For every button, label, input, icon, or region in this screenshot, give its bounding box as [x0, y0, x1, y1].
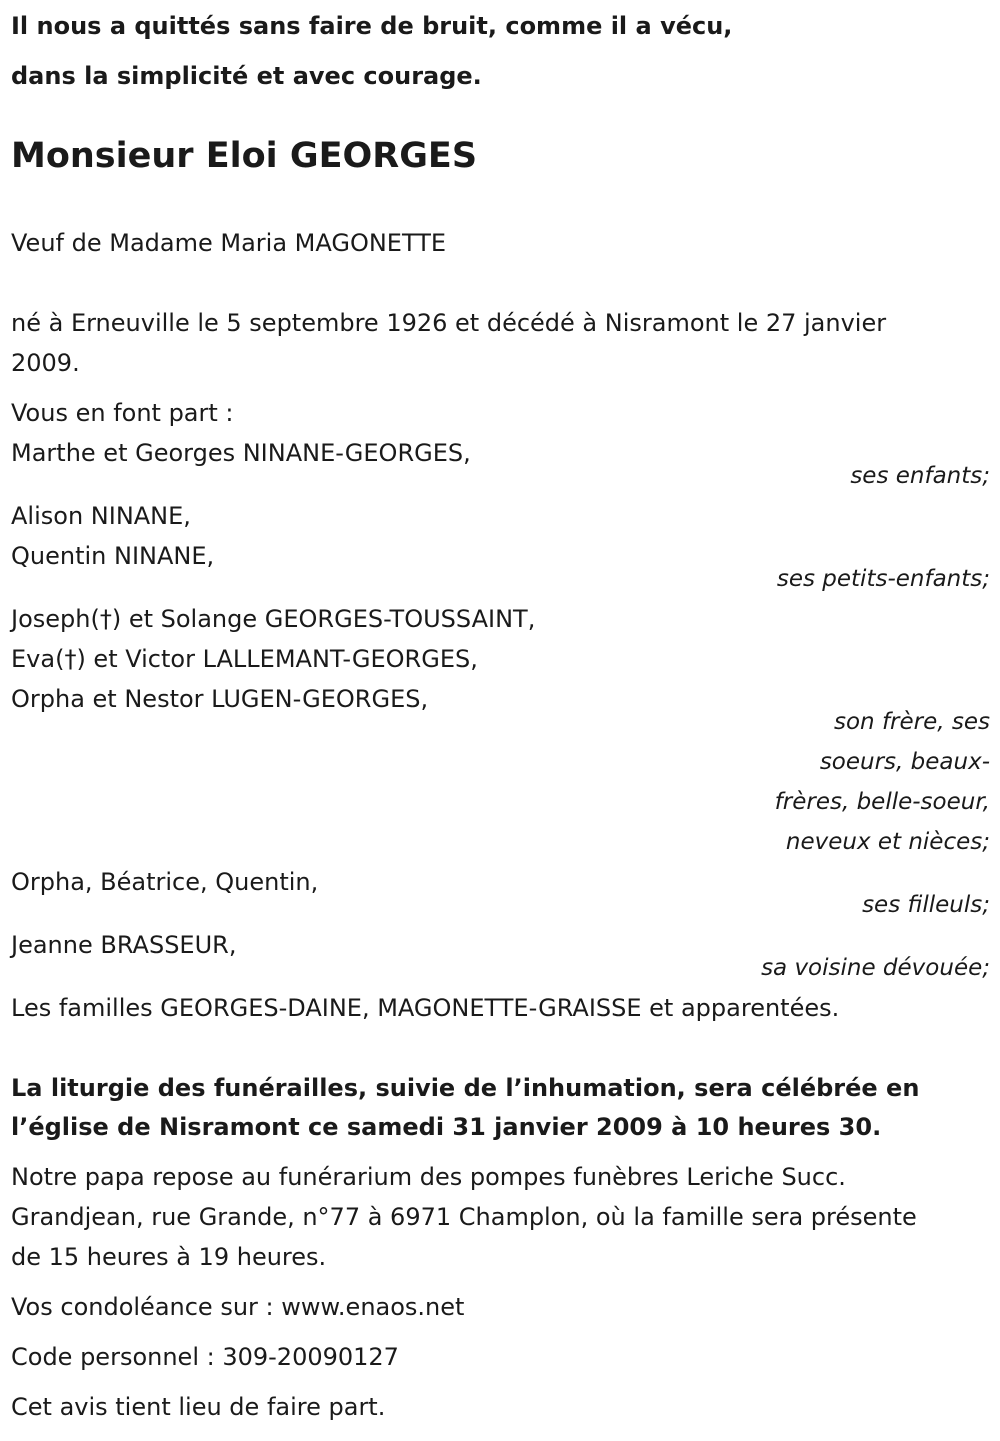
families-line: Les familles GEORGES-DAINE, MAGONETTE-GRAISSE et apparentées. [11, 994, 840, 1022]
neighbor-name: Jeanne BRASSEUR, [11, 931, 237, 959]
grandchild-name-2: Quentin NINANE, [11, 542, 215, 570]
siblings-role-2: soeurs, beaux- [819, 749, 990, 775]
rest-line-2: Grandjean, rue Grande, n°77 à 6971 Champlon, où la famille sera présente [11, 1203, 917, 1231]
godchildren-name: Orpha, Béatrice, Quentin, [11, 868, 319, 896]
neighbor-role: sa voisine dévouée; [761, 955, 990, 981]
announce-line: Vous en font part : [11, 399, 234, 427]
sibling-name-2: Eva(†) et Victor LALLEMANT-GEORGES, [11, 645, 478, 673]
liturgy-line-2: l’église de Nisramont ce samedi 31 janvier 2009 à 10 heures 30. [11, 1113, 882, 1141]
rest-line-3: de 15 heures à 19 heures. [11, 1243, 327, 1271]
footer-line: Cet avis tient lieu de faire part. [11, 1393, 386, 1421]
siblings-role-3: frères, belle-soeur, [774, 789, 990, 815]
grandchildren-role: ses petits-enfants; [776, 566, 990, 592]
children-role: ses enfants; [850, 463, 990, 489]
godchildren-role: ses filleuls; [862, 892, 990, 918]
deceased-name: Monsieur Eloi GEORGES [11, 136, 478, 176]
siblings-role-1: son frère, ses [834, 709, 990, 735]
condolences-line: Vos condoléance sur : www.enaos.net [11, 1293, 465, 1321]
intro-line-2: dans la simplicité et avec courage. [11, 62, 482, 90]
sibling-name-1: Joseph(†) et Solange GEORGES-TOUSSAINT, [11, 605, 536, 633]
intro-line-1: Il nous a quittés sans faire de bruit, comme il a vécu, [11, 12, 733, 40]
children-name: Marthe et Georges NINANE-GEORGES, [11, 439, 471, 467]
widower-line: Veuf de Madame Maria MAGONETTE [11, 229, 447, 257]
sibling-name-3: Orpha et Nestor LUGEN-GEORGES, [11, 685, 429, 713]
liturgy-line-1: La liturgie des funérailles, suivie de l’inhumation, sera célébrée en [11, 1074, 920, 1102]
personal-code-line: Code personnel : 309-20090127 [11, 1343, 399, 1371]
rest-line-1: Notre papa repose au funérarium des pompes funèbres Leriche Succ. [11, 1163, 846, 1191]
birth-death-line-1: né à Erneuville le 5 septembre 1926 et décédé à Nisramont le 27 janvier [11, 309, 887, 337]
birth-death-line-2: 2009. [11, 349, 80, 377]
grandchild-name-1: Alison NINANE, [11, 502, 191, 530]
siblings-role-4: neveux et nièces; [785, 829, 990, 855]
